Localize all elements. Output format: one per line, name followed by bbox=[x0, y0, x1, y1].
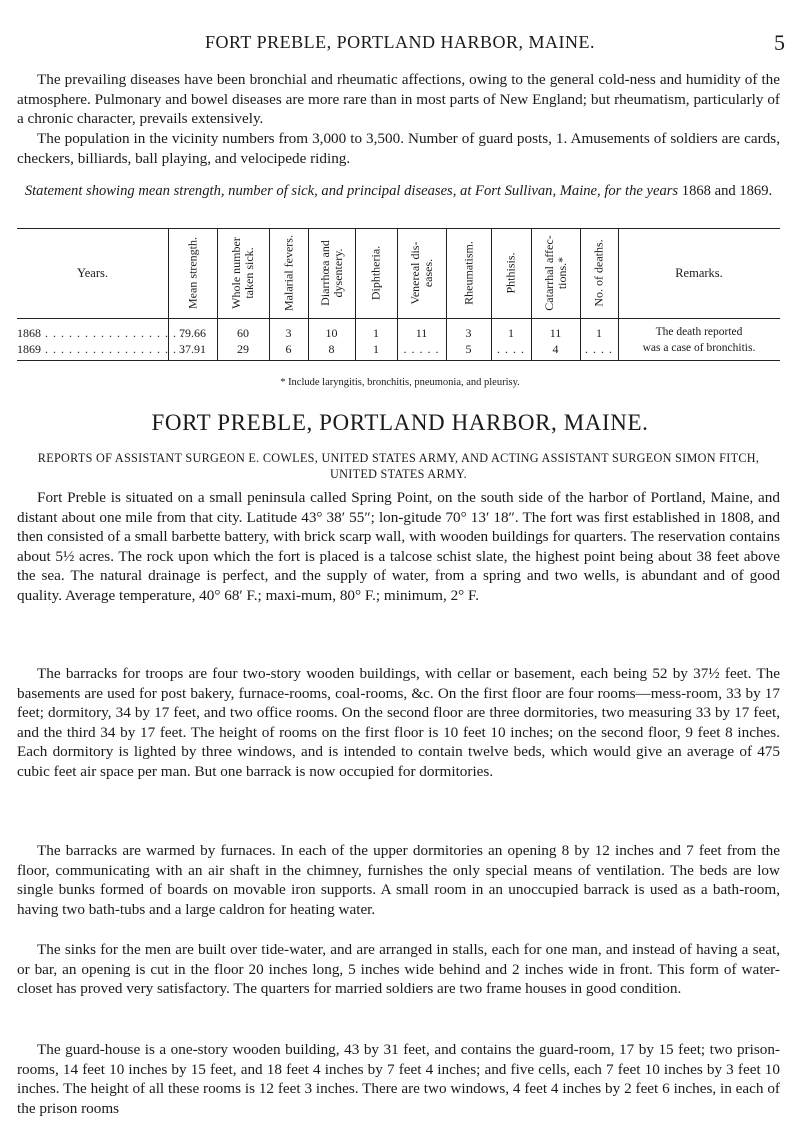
row-1-venereal: 11 bbox=[415, 326, 428, 340]
intro-paragraph-1 bbox=[17, 70, 780, 129]
body-paragraph-3-text: The barracks are warmed by furnaces. In each of the upper dormitories an opening 8 by 12 inches and 7 feet from the floor, communicating with an air shaft in the chimney, furnishes the only special means of ventilation. The beds are low single bunks formed of boards on movable iron supports. A small room in an unoccupied barrack is used as a bath-room, having two bath-tubs and a large caldron for heating water. bbox=[17, 842, 780, 918]
table-row-2-year bbox=[17, 342, 185, 357]
table-caption-text: Statement showing mean strength, number of sick, and principal diseases, at Fort Sullivan, Maine, for the years bbox=[24, 183, 679, 199]
row-1-deaths: 1 bbox=[596, 326, 602, 340]
section-title: FORT PREBLE, PORTLAND HARBOR, MAINE. bbox=[151, 410, 649, 435]
row-1-catarrhal: 11 bbox=[549, 326, 562, 340]
row-1-diarrhea: 10 bbox=[325, 326, 338, 340]
header-whole-sick-line-1: Whole number bbox=[229, 237, 243, 309]
page-number: 5 bbox=[774, 30, 785, 55]
row-1-malarial: 3 bbox=[285, 326, 292, 340]
header-malarial-label: Malarial fevers. bbox=[281, 235, 295, 311]
body-paragraph-3 bbox=[17, 841, 780, 919]
row-1-mean-strength: 79.66 bbox=[179, 326, 206, 340]
row-2-rheumatism: 5 bbox=[465, 342, 472, 356]
row-1-rheumatism: 3 bbox=[465, 326, 472, 340]
header-whole-sick-label bbox=[230, 237, 256, 309]
row-2-year: 1869 bbox=[17, 342, 41, 356]
header-diarrhea-line-2: dysentery. bbox=[330, 248, 345, 298]
row-2-malarial: 6 bbox=[285, 342, 292, 356]
row-1-phthisis: 1 bbox=[508, 326, 514, 340]
table-row-1-year bbox=[17, 326, 185, 341]
header-mean-strength-label: Mean strength. bbox=[185, 237, 199, 309]
header-venereal-label bbox=[409, 242, 435, 305]
header-remarks: Remarks. bbox=[675, 266, 723, 280]
header-catarrhal bbox=[531, 228, 580, 318]
table-header-rule bbox=[17, 318, 780, 319]
row-1-whole-sick: 60 bbox=[237, 326, 249, 340]
header-diphtheria bbox=[355, 228, 397, 318]
intro-paragraph-2-text: The population in the vicinity numbers from 3,000 to 3,500. Number of guard posts, 1. Amusements of soldiers are cards, checkers, billiards, ball playing, and velocipede riding. bbox=[17, 130, 780, 167]
header-rheumatism-label: Rheumatism. bbox=[461, 241, 475, 305]
intro-paragraph-2 bbox=[17, 129, 780, 168]
row-2-deaths: . . . . bbox=[585, 342, 613, 356]
row-1-year: 1868 bbox=[17, 326, 41, 340]
header-catarrhal-line-2: tions.* bbox=[554, 256, 569, 290]
body-paragraph-2-text: The barracks for troops are four two-story wooden buildings, with cellar or basement, each being 52 by 37½ feet. The basements are used for post bakery, furnace-rooms, coal-rooms, &c. On the first floor are four rooms—mess-room, 33 by 17 feet; dormitory, 34 by 17 feet, and two office rooms. On the second floor are three dormitories, two measuring 33 by 17 feet, and the third 34 by 17 feet. The height of rooms on the first floor is 10 feet 10 inches; on the second floor, 9 feet 8 inches. Each dormitory is lighted by three windows, and is intended to contain twelve beds, which would give an average of 475 cubic feet air space per man. But one barrack is now occupied for dormitories. bbox=[17, 665, 780, 780]
table-caption-years: 1868 and 1869. bbox=[681, 183, 773, 199]
intro-paragraph-1-text: The prevailing diseases have been bronchial and rheumatic affections, owing to the general cold-ness and humidity of the atmosphere. Pulmonary and bowel diseases are more rare than in most parts of New England; but rheumatism, particularly of a chronic character, prevails extensively. bbox=[17, 71, 780, 128]
header-whole-sick-line-2: taken sick. bbox=[242, 247, 256, 299]
header-rheumatism bbox=[446, 228, 491, 318]
row-2-whole-sick: 29 bbox=[237, 342, 249, 356]
body-paragraph-5-text: The guard-house is a one-story wooden building, 43 by 31 feet, and contains the guard-room, 17 by 15 feet; two prison-rooms, 14 feet 10 inches by 15 feet, and 18 feet 4 inches by 7 feet 4 inches; and five cells, each 7 feet 10 inches by 3 feet 10 inches. The height of all these rooms is 12 feet 3 inches. There are two windows, 4 feet 4 inches by 2 feet 6 inches, in each of the prison rooms bbox=[17, 1041, 780, 1117]
header-diarrhea-line-1: Diarrhœa and bbox=[317, 240, 332, 306]
table-caption bbox=[17, 182, 780, 201]
body-paragraph-1 bbox=[17, 488, 780, 606]
header-years: Years. bbox=[76, 266, 109, 280]
running-title: FORT PREBLE, PORTLAND HARBOR, MAINE. bbox=[204, 32, 596, 52]
body-paragraph-4 bbox=[17, 940, 780, 999]
running-head bbox=[0, 30, 800, 54]
row-2-phthisis: . . . . bbox=[497, 342, 525, 356]
header-catarrhal-label bbox=[543, 235, 569, 310]
header-whole-sick bbox=[217, 228, 269, 318]
header-deaths-label: No. of deaths. bbox=[591, 239, 606, 307]
header-mean-strength bbox=[168, 228, 217, 318]
header-phthisis bbox=[491, 228, 531, 318]
row-2-diphtheria: 1 bbox=[373, 342, 379, 356]
header-phthisis-label: Phthisis. bbox=[503, 252, 518, 294]
column-divider bbox=[618, 228, 619, 360]
row-1-remarks: The death reported bbox=[655, 326, 743, 338]
header-deaths bbox=[580, 228, 618, 318]
body-paragraph-2 bbox=[17, 664, 780, 782]
header-diarrhea bbox=[308, 228, 355, 318]
row-2-catarrhal: 4 bbox=[552, 342, 559, 356]
header-diphtheria-label: Diphtheria. bbox=[368, 245, 383, 301]
table-bottom-rule bbox=[17, 360, 780, 361]
section-byline: REPORTS OF ASSISTANT SURGEON E. COWLES, UNITED STATES ARMY, AND ACTING ASSISTANT SURGEON SIMON FITCH, UNITED STATES ARMY. bbox=[37, 451, 760, 481]
leader-dots: . . . . . . . . . . . . . . . . . . bbox=[41, 342, 185, 356]
row-2-mean-strength: 37.91 bbox=[179, 342, 206, 356]
header-venereal bbox=[397, 228, 446, 318]
body-paragraph-1-text: Fort Preble is situated on a small peninsula called Spring Point, on the south side of the harbor of Portland, Maine, and distant about one mile from that city. Latitude 43° 38′ 55″; lon-gitude 70° 13′ 18″. The fort was first established in 1808, and then consisted of a small barbette battery, with brick scarp wall, with wooden buildings for quarters. The reservation contains about 5½ acres. The rock upon which the fort is placed is a talcose schist slate, the highest point being about 38 feet above the sea. The natural drainage is perfect, and the supply of water, from a spring and two wells, is abundant and of good quality. Average temperature, 40° 68′ F.; maxi-mum, 80° F.; minimum, 2° F. bbox=[17, 489, 780, 604]
row-1-diphtheria: 1 bbox=[373, 326, 379, 340]
table-footnote: * Include laryngitis, bronchitis, pneumonia, and pleurisy. bbox=[280, 377, 520, 388]
leader-dots: . . . . . . . . . . . . . . . . . . bbox=[41, 326, 185, 340]
body-paragraph-5 bbox=[17, 1040, 780, 1118]
row-2-venereal: . . . . . bbox=[403, 342, 440, 356]
header-diarrhea-label bbox=[319, 240, 345, 306]
body-paragraph-4-text: The sinks for the men are built over tide-water, and are arranged in stalls, each for one man, and instead of having a seat, or bar, an opening is cut in the floor 20 inches long, 5 inches wide behind and 2 inches wide in front. This form of water-closet has proved very satisfactory. The quarters for married soldiers are two frame houses in good condition. bbox=[17, 941, 780, 998]
header-venereal-line-1: Venereal dis- bbox=[407, 241, 422, 305]
row-2-remarks: was a case of bronchitis. bbox=[642, 342, 756, 354]
header-venereal-line-2: eases. bbox=[420, 258, 435, 288]
header-catarrhal-line-1: Catarrhal affec- bbox=[541, 235, 556, 311]
header-malarial bbox=[269, 228, 308, 318]
row-2-diarrhea: 8 bbox=[328, 342, 335, 356]
